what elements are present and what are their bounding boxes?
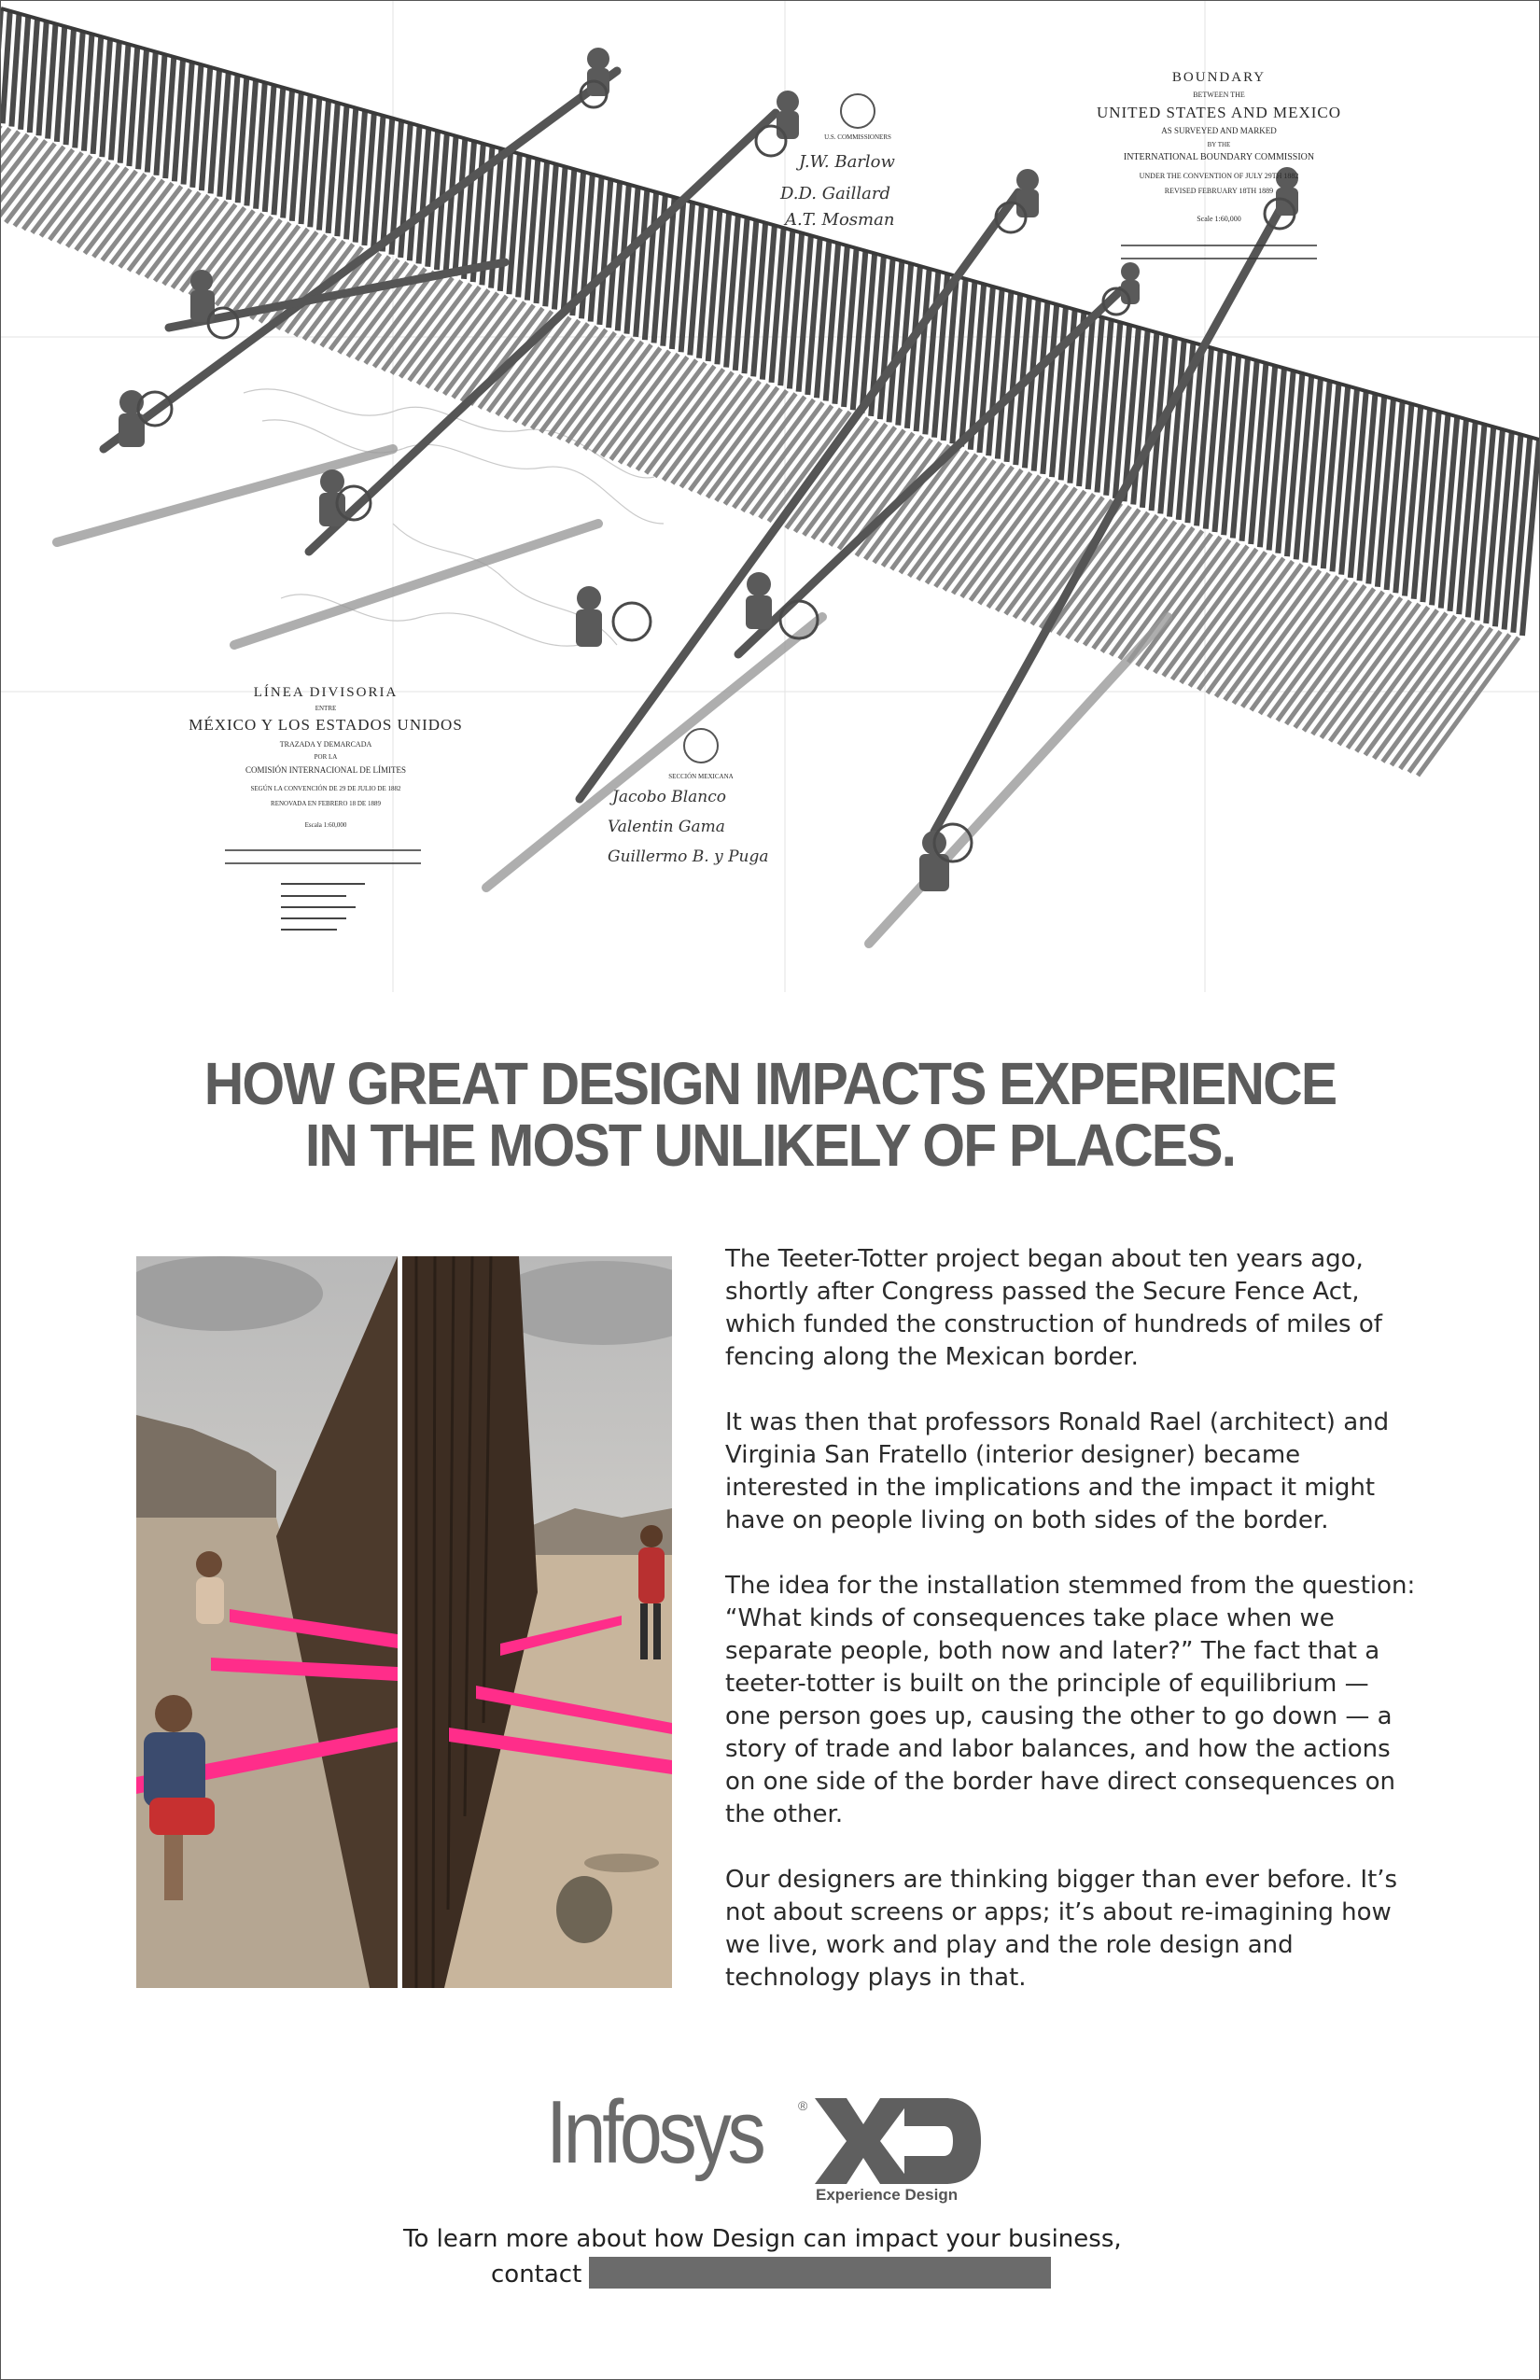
paragraph-2: It was then that professors Ronald Rael (architect) and Virginia San Fratello (interior designer) became interested in the implications and the impact it might have on people living on both sides of the border. xyxy=(725,1408,1390,1534)
map-mx-seccion: SECCIÓN MEXICANA xyxy=(668,773,734,780)
map-us-title: BOUNDARY xyxy=(1171,70,1267,85)
map-mx-line3: MÉXICO Y LOS ESTADOS UNIDOS xyxy=(189,716,463,734)
logo-registered-mark: ® xyxy=(798,2098,808,2113)
contact-line-2: contact xyxy=(491,2261,582,2289)
paragraph-1: The Teeter-Totter project began about ten years ago, shortly after Congress passed the Secure Fence Act, which funded the construction of hundreds of miles of fencing along the Mexican border. xyxy=(725,1245,1382,1371)
map-mx-line6: COMISIÓN INTERNACIONAL DE LÍMITES xyxy=(245,765,406,775)
svg-text:Guillermo B. y Puga: Guillermo B. y Puga xyxy=(608,847,769,866)
map-mx-line5: POR LA xyxy=(314,753,338,761)
svg-text:D.D. Gaillard: D.D. Gaillard xyxy=(780,184,890,203)
map-mx-scale: Escala 1:60,000 xyxy=(304,821,347,829)
map-mx-title: LÍNEA DIVISORIA xyxy=(253,685,399,700)
map-us-line6: INTERNATIONAL BOUNDARY COMMISSION xyxy=(1123,152,1315,162)
headline-line-1: HOW GREAT DESIGN IMPACTS EXPERIENCE xyxy=(203,1050,1337,1117)
map-mx-line7: SEGÚN LA CONVENCIÓN DE 29 DE JULIO DE 1882 xyxy=(250,785,401,792)
headline xyxy=(62,1050,1478,1179)
svg-text:A.T. Mosman: A.T. Mosman xyxy=(785,210,895,230)
paragraph-4: Our designers are thinking bigger than ever before. It’s not about screens or apps; it’s about re-imagining how we live, work and play and the role design and technology plays in that. xyxy=(725,1866,1398,1992)
map-mx-line8: RENOVADA EN FEBRERO 18 DE 1889 xyxy=(271,800,381,807)
redacted-contact-info xyxy=(589,2257,1051,2289)
paragraph-3: The idea for the installation stemmed from the question: “What kinds of consequences take place when we separate people, both now and later?” The fact that a teeter-totter is built on the principle of equilibrium — one person goes up, causing the other to go down — a story of trade and labor balances, and how the actions on one side of the border have direct consequences on the other. xyxy=(725,1572,1416,1828)
map-us-scale: Scale 1:60,000 xyxy=(1197,215,1241,223)
svg-text:J.W. Barlow: J.W. Barlow xyxy=(799,152,895,172)
map-us-line5: BY THE xyxy=(1207,141,1231,148)
logo-subtitle: Experience Design xyxy=(816,2186,959,2204)
teeter-totter-photo xyxy=(136,1256,672,1988)
map-mx-line2: ENTRE xyxy=(315,705,337,712)
map-us-line2: BETWEEN THE xyxy=(1193,91,1245,99)
hero-illustration xyxy=(1,1,1539,992)
map-us-line8: REVISED FEBRUARY 18TH 1889 xyxy=(1164,187,1274,195)
map-mx-line4: TRAZADA Y DEMARCADA xyxy=(279,740,372,749)
article-body xyxy=(725,1243,1416,2027)
xd-mark-icon xyxy=(815,2098,983,2184)
svg-text:Valentin Gama: Valentin Gama xyxy=(608,818,725,836)
map-us-line7: UNDER THE CONVENTION OF JULY 29TH 1882 xyxy=(1139,172,1299,180)
svg-text:Jacobo Blanco: Jacobo Blanco xyxy=(612,788,726,806)
border-wall-illustration xyxy=(1,1,1539,992)
map-us-line4: AS SURVEYED AND MARKED xyxy=(1161,126,1277,135)
headline-line-2: IN THE MOST UNLIKELY OF PLACES. xyxy=(304,1112,1236,1179)
contact-line-1: To learn more about how Design can impact your business, xyxy=(403,2225,1122,2253)
map-us-line3: UNITED STATES AND MEXICO xyxy=(1096,104,1342,121)
infosys-xd-logo xyxy=(546,2082,994,2208)
photo-illustration xyxy=(136,1256,672,1988)
logo-wordmark: Infosys xyxy=(546,2082,763,2182)
map-us-commissioners: U.S. COMMISSIONERS xyxy=(824,133,891,141)
